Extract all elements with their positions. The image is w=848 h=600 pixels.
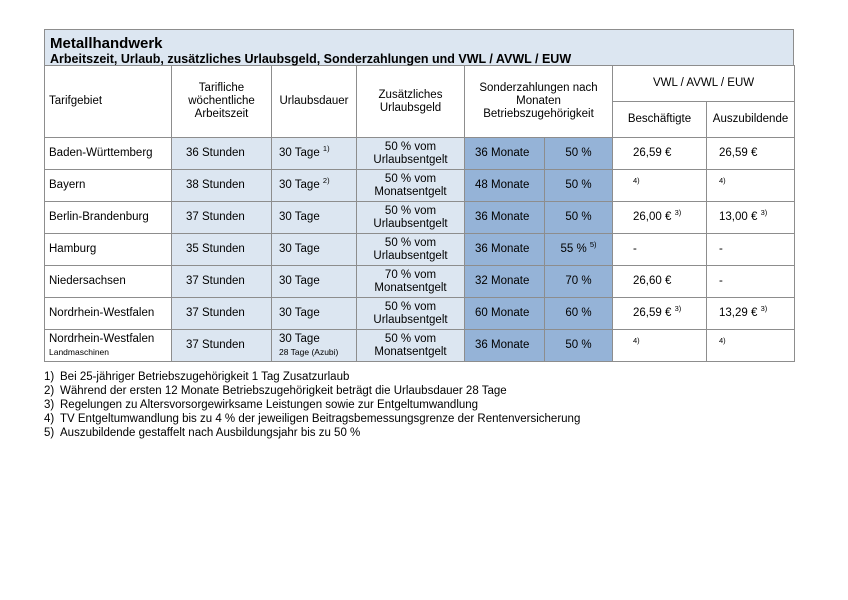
trainees-cell: 13,00 € $^{3)}$ — [707, 202, 795, 234]
region-cell: Niedersachsen — [45, 266, 172, 298]
percent-cell: 55 % $^{5)}$ — [545, 234, 613, 266]
table-row — [45, 330, 795, 362]
employees-cell: 4) — [613, 170, 707, 202]
employees-cell: 26,60 € — [613, 266, 707, 298]
months-cell: 48 Monate — [465, 170, 545, 202]
vacation-cell: 30 Tage — [272, 234, 357, 266]
employees-cell: 4) — [613, 330, 707, 362]
vacation-cell: 30 Tage — [272, 266, 357, 298]
percent-cell: 70 % — [545, 266, 613, 298]
months-cell: 60 Monate — [465, 298, 545, 330]
trainees-cell: 26,59 € — [707, 138, 795, 170]
trainees-cell: 13,29 € $^{3)}$ — [707, 298, 795, 330]
employees-cell: 26,59 € — [613, 138, 707, 170]
percent-cell: 60 % — [545, 298, 613, 330]
table-row — [45, 266, 795, 298]
employees-cell: - — [613, 234, 707, 266]
table-row — [45, 298, 795, 330]
trainees-cell: 4) — [707, 170, 795, 202]
header-trainees: Auszubildende — [707, 102, 795, 138]
table-row — [45, 138, 795, 170]
hours-cell: 36 Stunden — [172, 138, 272, 170]
hours-cell: 37 Stunden — [172, 330, 272, 362]
hours-cell: 37 Stunden — [172, 202, 272, 234]
header-region: Tarifgebiet — [45, 66, 172, 138]
percent-cell: 50 % — [545, 330, 613, 362]
vacation-cell: 30 Tage $^{2)}$ — [272, 170, 357, 202]
hours-cell: 35 Stunden — [172, 234, 272, 266]
footnotes — [44, 370, 794, 440]
region-cell: Hamburg — [45, 234, 172, 266]
months-cell: 32 Monate — [465, 266, 545, 298]
header-hours: Tarifliche wöchentliche Arbeitszeit — [172, 66, 272, 138]
trainees-cell: 4) — [707, 330, 795, 362]
footnote: 4) TV Entgeltumwandlung bis zu 4 % der jeweiligen Beitragsbemessungsgrenze der Rentenversicherung — [44, 413, 581, 425]
percent-cell: 50 % — [545, 170, 613, 202]
extra-pay-cell: 50 % vom Urlaubsentgelt — [357, 298, 465, 330]
extra-pay-cell: 70 % vom Monatsentgelt — [357, 266, 465, 298]
months-cell: 36 Monate — [465, 202, 545, 234]
hours-cell: 38 Stunden — [172, 170, 272, 202]
region-cell: Bayern — [45, 170, 172, 202]
months-cell: 36 Monate — [465, 234, 545, 266]
trainees-cell: - — [707, 234, 795, 266]
region-sub-label: Landmaschinen — [49, 346, 110, 357]
table-row — [45, 234, 795, 266]
region-cell: Baden-Württemberg — [45, 138, 172, 170]
months-cell: 36 Monate — [465, 330, 545, 362]
footnote: 5) Auszubildende gestaffelt nach Ausbildungsjahr bis zu 50 % — [44, 427, 361, 439]
extra-pay-cell: 50 % vom Monatsentgelt — [357, 170, 465, 202]
trainees-cell: - — [707, 266, 795, 298]
hours-cell: 37 Stunden — [172, 266, 272, 298]
table-row — [45, 202, 795, 234]
extra-pay-cell: 50 % vom Urlaubsentgelt — [357, 234, 465, 266]
header-bonus: Sonderzahlungen nach Monaten Betriebszugehörigkeit — [465, 66, 613, 138]
page-subtitle: Arbeitszeit, Urlaub, zusätzliches Urlaubsgeld, Sonderzahlungen und VWL / AVWL / EUW — [50, 52, 572, 66]
months-cell: 36 Monate — [465, 138, 545, 170]
vacation-cell: 30 Tage 28 Tage (Azubi) — [272, 330, 357, 362]
extra-pay-cell: 50 % vom Monatsentgelt — [357, 330, 465, 362]
tariff-overview — [44, 29, 794, 440]
header-employees: Beschäftigte — [613, 102, 707, 138]
employees-cell: 26,59 € $^{3)}$ — [613, 298, 707, 330]
title-box — [44, 29, 794, 65]
tariff-table — [44, 65, 795, 362]
percent-cell: 50 % — [545, 138, 613, 170]
header-row — [45, 66, 795, 102]
vacation-cell: 30 Tage — [272, 298, 357, 330]
region-cell: Nordrhein-Westfalen — [45, 298, 172, 330]
vacation-cell: 30 Tage $^{1)}$ — [272, 138, 357, 170]
footnote: 3) Regelungen zu Altersvorsorgewirksame Leistungen sowie zur Entgeltumwandlung — [44, 399, 479, 411]
table-row — [45, 170, 795, 202]
hours-cell: 37 Stunden — [172, 298, 272, 330]
footnote: 2) Während der ersten 12 Monate Betriebszugehörigkeit beträgt die Urlaubsdauer 28 Tage — [44, 385, 507, 397]
page-title: Metallhandwerk — [50, 35, 163, 52]
extra-pay-cell: 50 % vom Urlaubsentgelt — [357, 138, 465, 170]
vacation-sub-label: 28 Tage (Azubi) — [279, 346, 339, 357]
footnote: 1) Bei 25-jähriger Betriebszugehörigkeit 1 Tag Zusatzurlaub — [44, 371, 350, 383]
header-extra-pay: Zusätzliches Urlaubsgeld — [357, 66, 465, 138]
region-cell: Berlin-Brandenburg — [45, 202, 172, 234]
extra-pay-cell: 50 % vom Urlaubsentgelt — [357, 202, 465, 234]
employees-cell: 26,00 € $^{3)}$ — [613, 202, 707, 234]
header-vacation: Urlaubsdauer — [272, 66, 357, 138]
header-vwl: VWL / AVWL / EUW — [613, 66, 795, 102]
percent-cell: 50 % — [545, 202, 613, 234]
vacation-cell: 30 Tage — [272, 202, 357, 234]
region-cell: Nordrhein-Westfalen Landmaschinen — [45, 330, 172, 362]
